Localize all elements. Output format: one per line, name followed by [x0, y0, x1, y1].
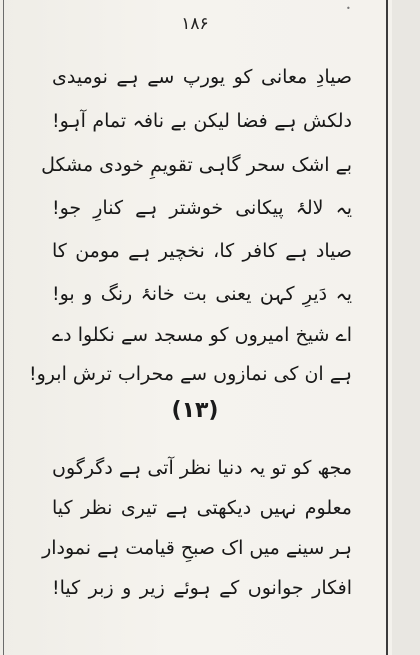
verse-line: یہ لالۂ پیکانی خوشتر ہے کنارِ جو!: [52, 197, 352, 219]
verse-line: صیاد ہے کافر کا، نخچیر ہے مومن کا: [52, 240, 352, 262]
page-mark: •: [346, 4, 351, 13]
verse-line: اے شیخ امیروں کو مسجد سے نکلوا دے: [52, 324, 352, 346]
page-edge: [392, 0, 420, 655]
verse-line: ہر سینے میں اک صبحِ قیامت ہے نمودار: [42, 537, 352, 559]
verse-line: صیادِ معانی کو یورپ سے ہے نومیدی: [52, 66, 352, 88]
verse-line: معلوم نہیں دیکھتی ہے تیری نظر کیا: [52, 497, 352, 519]
left-margin-rule: [3, 0, 4, 655]
verse-line: مجھ کو تو یہ دنیا نظر آتی ہے دگرگوں: [52, 457, 352, 479]
section-number: (۱۳): [171, 398, 219, 423]
verse-line: دلکش ہے فضا لیکن بے نافہ تمام آہو!: [52, 110, 352, 132]
verse-line: یہ دَیرِ کہن یعنی بت خانۂ رنگ و بو!: [52, 283, 352, 305]
verse-line: افکار جوانوں کے ہوئے زیر و زبر کیا!: [52, 577, 352, 599]
right-margin-rule: [386, 0, 388, 655]
verse-line: ہے ان کی نمازوں سے محراب ترش ابرو!: [29, 363, 352, 385]
page-number: ۱۸۶: [181, 14, 209, 34]
verse-line: بے اشک سحر گاہی تقویمِ خودی مشکل: [41, 154, 352, 176]
